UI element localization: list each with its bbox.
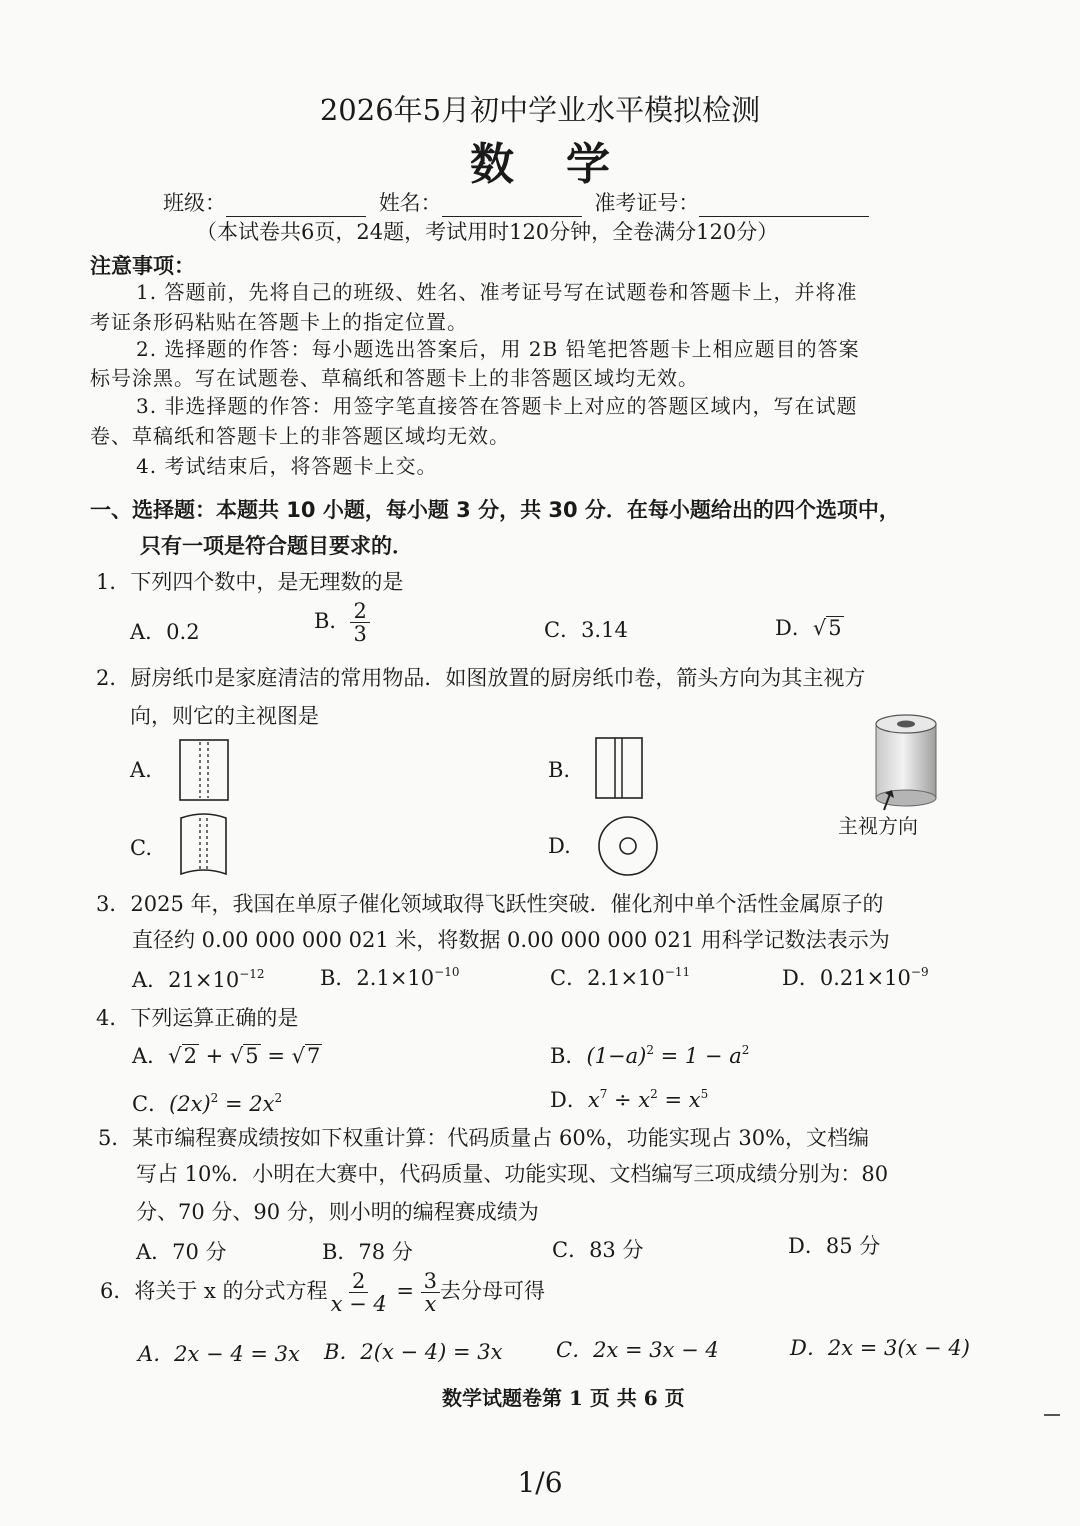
page-indicator: 1/6 — [517, 1466, 563, 1499]
expression: = 1 − a — [653, 1044, 742, 1068]
fraction-numerator: 3 — [421, 1270, 440, 1293]
exponent: 2 — [646, 1043, 654, 1057]
q2-option-a-label: A. — [130, 758, 152, 782]
exponent: 2 — [650, 1087, 658, 1101]
q5-option-a: A．70 分 — [136, 1240, 227, 1264]
q3-option-b — [320, 962, 459, 992]
exponent: 2 — [741, 1043, 750, 1057]
page-footer: 数学试题卷第 1 页 共 6 页 — [442, 1386, 685, 1410]
q3-option-d-exponent: −9 — [910, 965, 929, 979]
exponent: 2 — [274, 1091, 283, 1105]
q1-option-d-label: D． — [775, 616, 813, 640]
note-4: 4. 考试结束后，将答题卡上交。 — [136, 454, 438, 478]
exponent: 7 — [599, 1087, 608, 1101]
q4-option-c — [132, 1088, 282, 1118]
expression: = 2x — [218, 1092, 275, 1116]
fraction-numerator: 2 — [349, 1270, 368, 1293]
q6-stem — [100, 1270, 545, 1315]
operator: = — [389, 1279, 421, 1304]
radicand: 5 — [245, 1044, 259, 1068]
q1-fraction — [350, 600, 369, 645]
q2-option-b-figure — [594, 736, 644, 800]
q4-option-b — [550, 1040, 749, 1070]
note-2-line-1: 2. 选择题的作答：每小题选出答案后，用 2B 铅笔把答题卡上相应题目的答案 — [136, 337, 860, 361]
subject-title: 数学 — [470, 139, 662, 190]
q5-option-c: C．83 分 — [552, 1238, 644, 1262]
scan-mark — [1044, 1414, 1060, 1416]
exam-id-label: 准考证号： — [594, 191, 700, 215]
figure-caption: 主视方向 — [838, 814, 918, 838]
note-2-line-2: 标号涂黑。写在试题卷、草稿纸和答题卡上的非答题区域均无效。 — [90, 366, 699, 390]
q6-option-b: B．2(x − 4) = 3x — [324, 1340, 503, 1364]
expression: = x — [657, 1088, 701, 1112]
note-3-line-2: 卷、草稿纸和答题卡上的非答题区域均无效。 — [90, 424, 510, 448]
q3-option-a-base: A．21×10 — [132, 968, 240, 992]
q4-option-c-label: C． — [132, 1092, 170, 1116]
expression: ÷ x — [607, 1088, 651, 1112]
exponent: 5 — [700, 1087, 709, 1101]
fraction — [421, 1270, 440, 1315]
q4-option-a-label: A． — [132, 1044, 169, 1068]
q4-option-a: A．√2 + √5 = √7 — [132, 1044, 321, 1068]
q3-option-b-exponent: −10 — [434, 965, 460, 979]
q3-stem-line-2: 直径约 0.00 000 000 021 米，将数据 0.00 000 000 021 用科学记数法表示为 — [132, 928, 890, 952]
q4-stem: 4．下列运算正确的是 — [96, 1006, 299, 1030]
operator: + — [198, 1044, 230, 1068]
q6-stem-prefix: 6．将关于 x 的分式方程 — [100, 1279, 328, 1304]
expression: (2x) — [169, 1092, 211, 1116]
expression: x — [587, 1088, 600, 1112]
q6-option-c: C．2x = 3x − 4 — [556, 1338, 719, 1362]
q1-option-b-label: B． — [314, 609, 351, 634]
fraction — [328, 1270, 390, 1315]
q1-option-c: C．3.14 — [544, 618, 628, 642]
section-1-heading: 一、选择题：本题共 10 小题，每小题 3 分，共 30 分．在每小题给出的四个选项中， — [90, 498, 900, 522]
q3-option-c-base: C．2.1×10 — [550, 966, 665, 990]
q2-option-c-label: C. — [130, 836, 152, 860]
q1-stem: 1．下列四个数中，是无理数的是 — [96, 570, 404, 594]
notes-heading: 注意事项： — [90, 254, 195, 278]
radicand: 7 — [307, 1044, 321, 1068]
fraction-denominator: x − 4 — [330, 1292, 387, 1317]
q5-option-d: D．85 分 — [788, 1234, 881, 1258]
class-label: 班级： — [163, 191, 226, 215]
note-1-line-2: 考证条形码粘贴在答题卡上的指定位置。 — [90, 310, 468, 334]
q6-stem-suffix: 去分母可得 — [440, 1279, 546, 1304]
q2-option-a-figure — [178, 738, 230, 802]
q2-option-d-label: D. — [548, 834, 571, 858]
q3-option-a — [132, 964, 265, 994]
radicand: 5 — [828, 616, 842, 640]
q2-stem-line-1: 2．厨房纸巾是家庭清洁的常用物品．如图放置的厨房纸巾卷，箭头方向为其主视方 — [96, 666, 866, 690]
q2-option-d-figure — [596, 814, 660, 878]
q1-option-b — [314, 600, 370, 645]
section-1-heading-2: 只有一项是符合题目要求的． — [140, 534, 413, 558]
q1-option-a: A．0.2 — [130, 620, 200, 644]
note-3-line-1: 3. 非选择题的作答：用签字笔直接答在答题卡上对应的答题区域内，写在试题 — [136, 394, 858, 418]
q3-option-d — [782, 962, 929, 992]
exponent: 2 — [210, 1091, 219, 1105]
name-label: 姓名： — [378, 191, 442, 215]
paper-roll-figure — [868, 712, 952, 816]
q5-option-b: B．78 分 — [322, 1240, 413, 1264]
q3-option-c — [550, 962, 690, 992]
expression: (1−a) — [586, 1044, 647, 1068]
q2-stem-line-2: 向，则它的主视图是 — [130, 704, 319, 728]
q4-option-b-label: B． — [550, 1044, 587, 1068]
q3-option-a-exponent: −12 — [239, 967, 265, 981]
q2-option-b-label: B. — [548, 758, 571, 782]
q3-stem-line-1: 3．2025 年，我国在单原子催化领域取得飞跃性突破．催化剂中单个活性金属原子的 — [96, 892, 884, 916]
radicand: 2 — [183, 1044, 197, 1068]
student-info-row — [163, 187, 869, 217]
exam-title: 2026年5月初中学业水平模拟检测 — [319, 93, 761, 127]
q3-option-d-base: D．0.21×10 — [782, 966, 911, 990]
q3-option-c-exponent: −11 — [664, 965, 691, 979]
q5-stem-line-1: 5．某市编程赛成绩按如下权重计算：代码质量占 60%，功能实现占 30%，文档编 — [98, 1126, 870, 1150]
q4-option-d — [550, 1084, 708, 1114]
q5-stem-line-3: 分、70 分、90 分，则小明的编程赛成绩为 — [136, 1200, 539, 1224]
q4-option-d-label: D． — [550, 1088, 588, 1112]
q2-option-c-figure — [178, 812, 230, 878]
note-1-line-1: 1. 答题前，先将自己的班级、姓名、准考证号写在试题卷和答题卡上，并将准 — [136, 280, 858, 304]
q1-option-d: D．√5 — [775, 616, 842, 640]
fraction-denominator: x — [424, 1292, 437, 1317]
q6-option-d: D．2x = 3(x − 4) — [790, 1336, 970, 1360]
exam-info: （本试卷共6页，24题，考试用时120分钟，全卷满分120分） — [196, 220, 779, 244]
fraction-numerator: 2 — [350, 600, 369, 623]
q5-stem-line-2: 写占 10%．小明在大赛中，代码质量、功能实现、文档编写三项成绩分别为：80 — [136, 1162, 889, 1186]
q3-option-b-base: B．2.1×10 — [320, 966, 435, 990]
fraction-denominator: 3 — [353, 622, 367, 647]
operator: = — [260, 1044, 292, 1068]
q6-option-a: A．2x − 4 = 3x — [138, 1342, 300, 1366]
